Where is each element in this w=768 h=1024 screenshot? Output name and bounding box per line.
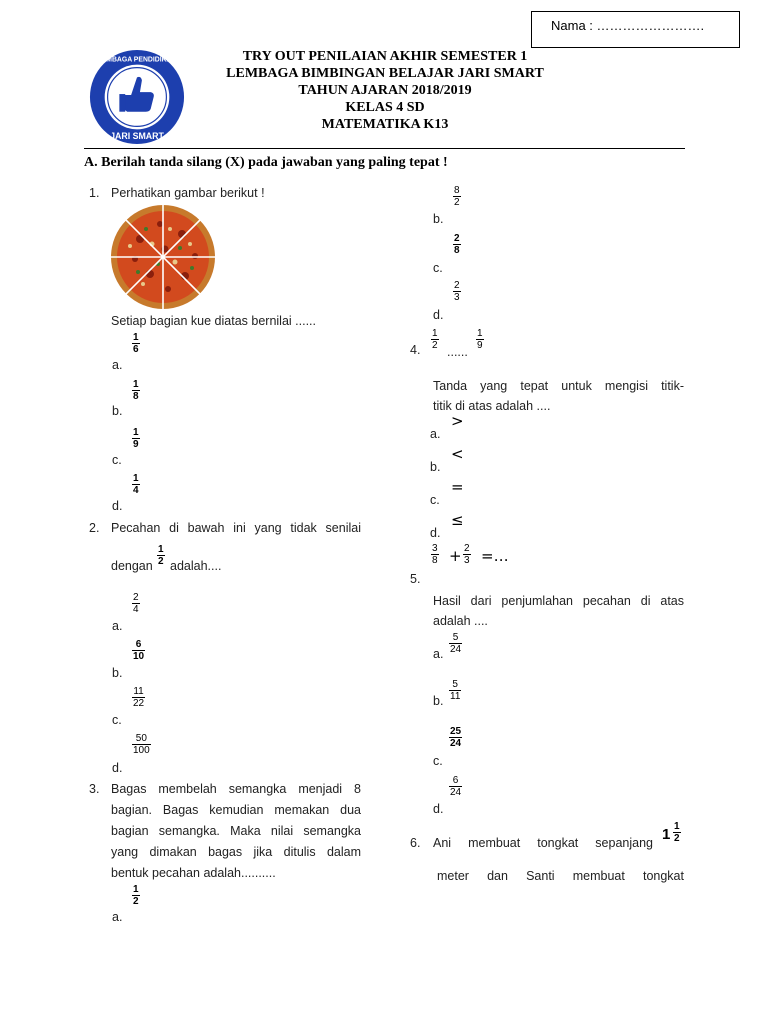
- q3-text-line2: bagian. Bagas kemudian memakan dua: [111, 803, 361, 817]
- q3-text-line1: Bagas membelah semangka menjadi 8: [111, 782, 361, 796]
- q1-option-d-label[interactable]: d.: [112, 499, 123, 513]
- q2-option-c-label[interactable]: c.: [112, 713, 122, 727]
- q6-whole-number: 1: [662, 826, 671, 843]
- q4-fraction-right: 1 9: [477, 328, 483, 351]
- q5-option-c-fraction: 25 24: [450, 726, 462, 749]
- header-title: TRY OUT PENILAIAN AKHIR SEMESTER 1: [242, 49, 528, 64]
- q3-option-c-fraction: 2 8: [454, 233, 460, 256]
- section-a-instruction: A. Berilah tanda silang (X) pada jawaban yang paling tepat !: [84, 155, 448, 170]
- q5-option-d-fraction: 6 24: [450, 775, 462, 798]
- q1-option-b-fraction: 1 8: [133, 379, 139, 402]
- q4-option-d-symbol: ≤: [451, 511, 464, 529]
- q2-option-d-label[interactable]: d.: [112, 761, 123, 775]
- q3-option-a-fraction: 1 2: [133, 884, 139, 907]
- q4-option-c-label[interactable]: c.: [430, 493, 440, 507]
- name-box[interactable]: [531, 11, 740, 48]
- q1-option-b-label[interactable]: b.: [112, 404, 123, 418]
- q1-number: 1.: [89, 186, 100, 200]
- q5-plus: +: [449, 547, 462, 565]
- q5-number: 5.: [410, 572, 421, 586]
- q2-option-a-label[interactable]: a.: [112, 619, 123, 633]
- q2-reference-fraction: 1 2: [158, 544, 164, 567]
- q3-option-d-fraction: 2 3: [454, 280, 460, 303]
- name-label: Nama : …………………….: [551, 18, 705, 33]
- q2-option-d-fraction: 50 100: [133, 733, 150, 756]
- q6-number: 6.: [410, 836, 421, 850]
- q3-text-line3: bagian semangka. Maka nilai semangka: [111, 824, 361, 838]
- q2-option-a-fraction: 2 4: [133, 592, 139, 615]
- q5-option-b-fraction: 5 11: [450, 679, 461, 702]
- q4-dots: ......: [447, 345, 468, 359]
- q5-fraction-left: 3 8: [432, 543, 438, 566]
- header-divider: [84, 148, 685, 149]
- q2-option-c-fraction: 11 22: [133, 686, 145, 709]
- q4-option-a-symbol: >: [451, 412, 464, 430]
- q4-option-c-symbol: =: [451, 478, 464, 496]
- q5-equals: =…: [481, 547, 509, 565]
- q2-number: 2.: [89, 521, 100, 535]
- header-year: TAHUN AJARAN 2018/2019: [298, 83, 472, 98]
- q5-text-line1: Hasil dari penjumlahan pecahan di atas: [433, 594, 684, 608]
- q5-option-d-label[interactable]: d.: [433, 802, 444, 816]
- pizza-image: [110, 204, 216, 310]
- q2-text-line2-start: dengan: [111, 559, 153, 573]
- q4-option-b-label[interactable]: b.: [430, 460, 441, 474]
- q6-text-line1: Ani membuat tongkat sepanjang: [433, 836, 653, 850]
- q3-option-d-label[interactable]: d.: [433, 308, 444, 322]
- q4-option-a-label[interactable]: a.: [430, 427, 441, 441]
- q3-option-b-fraction: 8 2: [454, 185, 460, 208]
- q1-option-c-label[interactable]: c.: [112, 453, 122, 467]
- q2-option-b-label[interactable]: b.: [112, 666, 123, 680]
- q2-option-b-fraction: 6 10: [133, 639, 145, 662]
- q1-option-c-fraction: 1 9: [133, 427, 139, 450]
- q6-text-line2: meter dan Santi membuat tongkat: [437, 869, 684, 883]
- header-institution: LEMBAGA BIMBINGAN BELAJAR JARI SMART: [226, 66, 544, 81]
- q4-fraction-left: 1 2: [432, 328, 438, 351]
- q5-option-a-fraction: 5 24: [450, 632, 462, 655]
- q3-option-c-label[interactable]: c.: [433, 261, 443, 275]
- q1-option-a-label[interactable]: a.: [112, 358, 123, 372]
- q3-text-line5: bentuk pecahan adalah..........: [111, 866, 276, 880]
- q4-text-line1: Tanda yang tepat untuk mengisi titik-: [433, 379, 684, 393]
- q1-option-d-fraction: 1 4: [133, 473, 139, 496]
- logo-bottom-text: JARI SMART: [110, 131, 164, 142]
- q3-option-a-label[interactable]: a.: [112, 910, 123, 924]
- logo-top-text: LEMBAGA PENDIDIKAN: [97, 56, 177, 64]
- q2-text-line2-end: adalah....: [170, 559, 222, 573]
- q5-fraction-right: 2 3: [464, 543, 470, 566]
- q4-number: 4.: [410, 343, 421, 357]
- q3-text-line4: yang dimakan bagas jika ditulis dalam: [111, 845, 361, 859]
- q1-option-a-fraction: 1 6: [133, 332, 139, 355]
- q5-option-a-label[interactable]: a.: [433, 647, 444, 661]
- q5-option-b-label[interactable]: b.: [433, 694, 444, 708]
- q5-text-line2: adalah ....: [433, 614, 488, 628]
- q4-text-line2: titik di atas adalah ....: [433, 399, 551, 413]
- q6-fraction: 1 2: [674, 821, 680, 844]
- q1-question: Setiap bagian kue diatas bernilai ......: [111, 314, 316, 328]
- q3-option-b-label[interactable]: b.: [433, 212, 444, 226]
- header-class: KELAS 4 SD: [345, 100, 425, 115]
- q3-number: 3.: [89, 782, 100, 796]
- q5-option-c-label[interactable]: c.: [433, 754, 443, 768]
- q2-text-line1: Pecahan di bawah ini yang tidak senilai: [111, 521, 361, 535]
- header-subject: MATEMATIKA K13: [321, 117, 449, 132]
- q4-option-d-label[interactable]: d.: [430, 526, 441, 540]
- q1-text: Perhatikan gambar berikut !: [111, 186, 265, 200]
- q4-option-b-symbol: <: [451, 445, 464, 463]
